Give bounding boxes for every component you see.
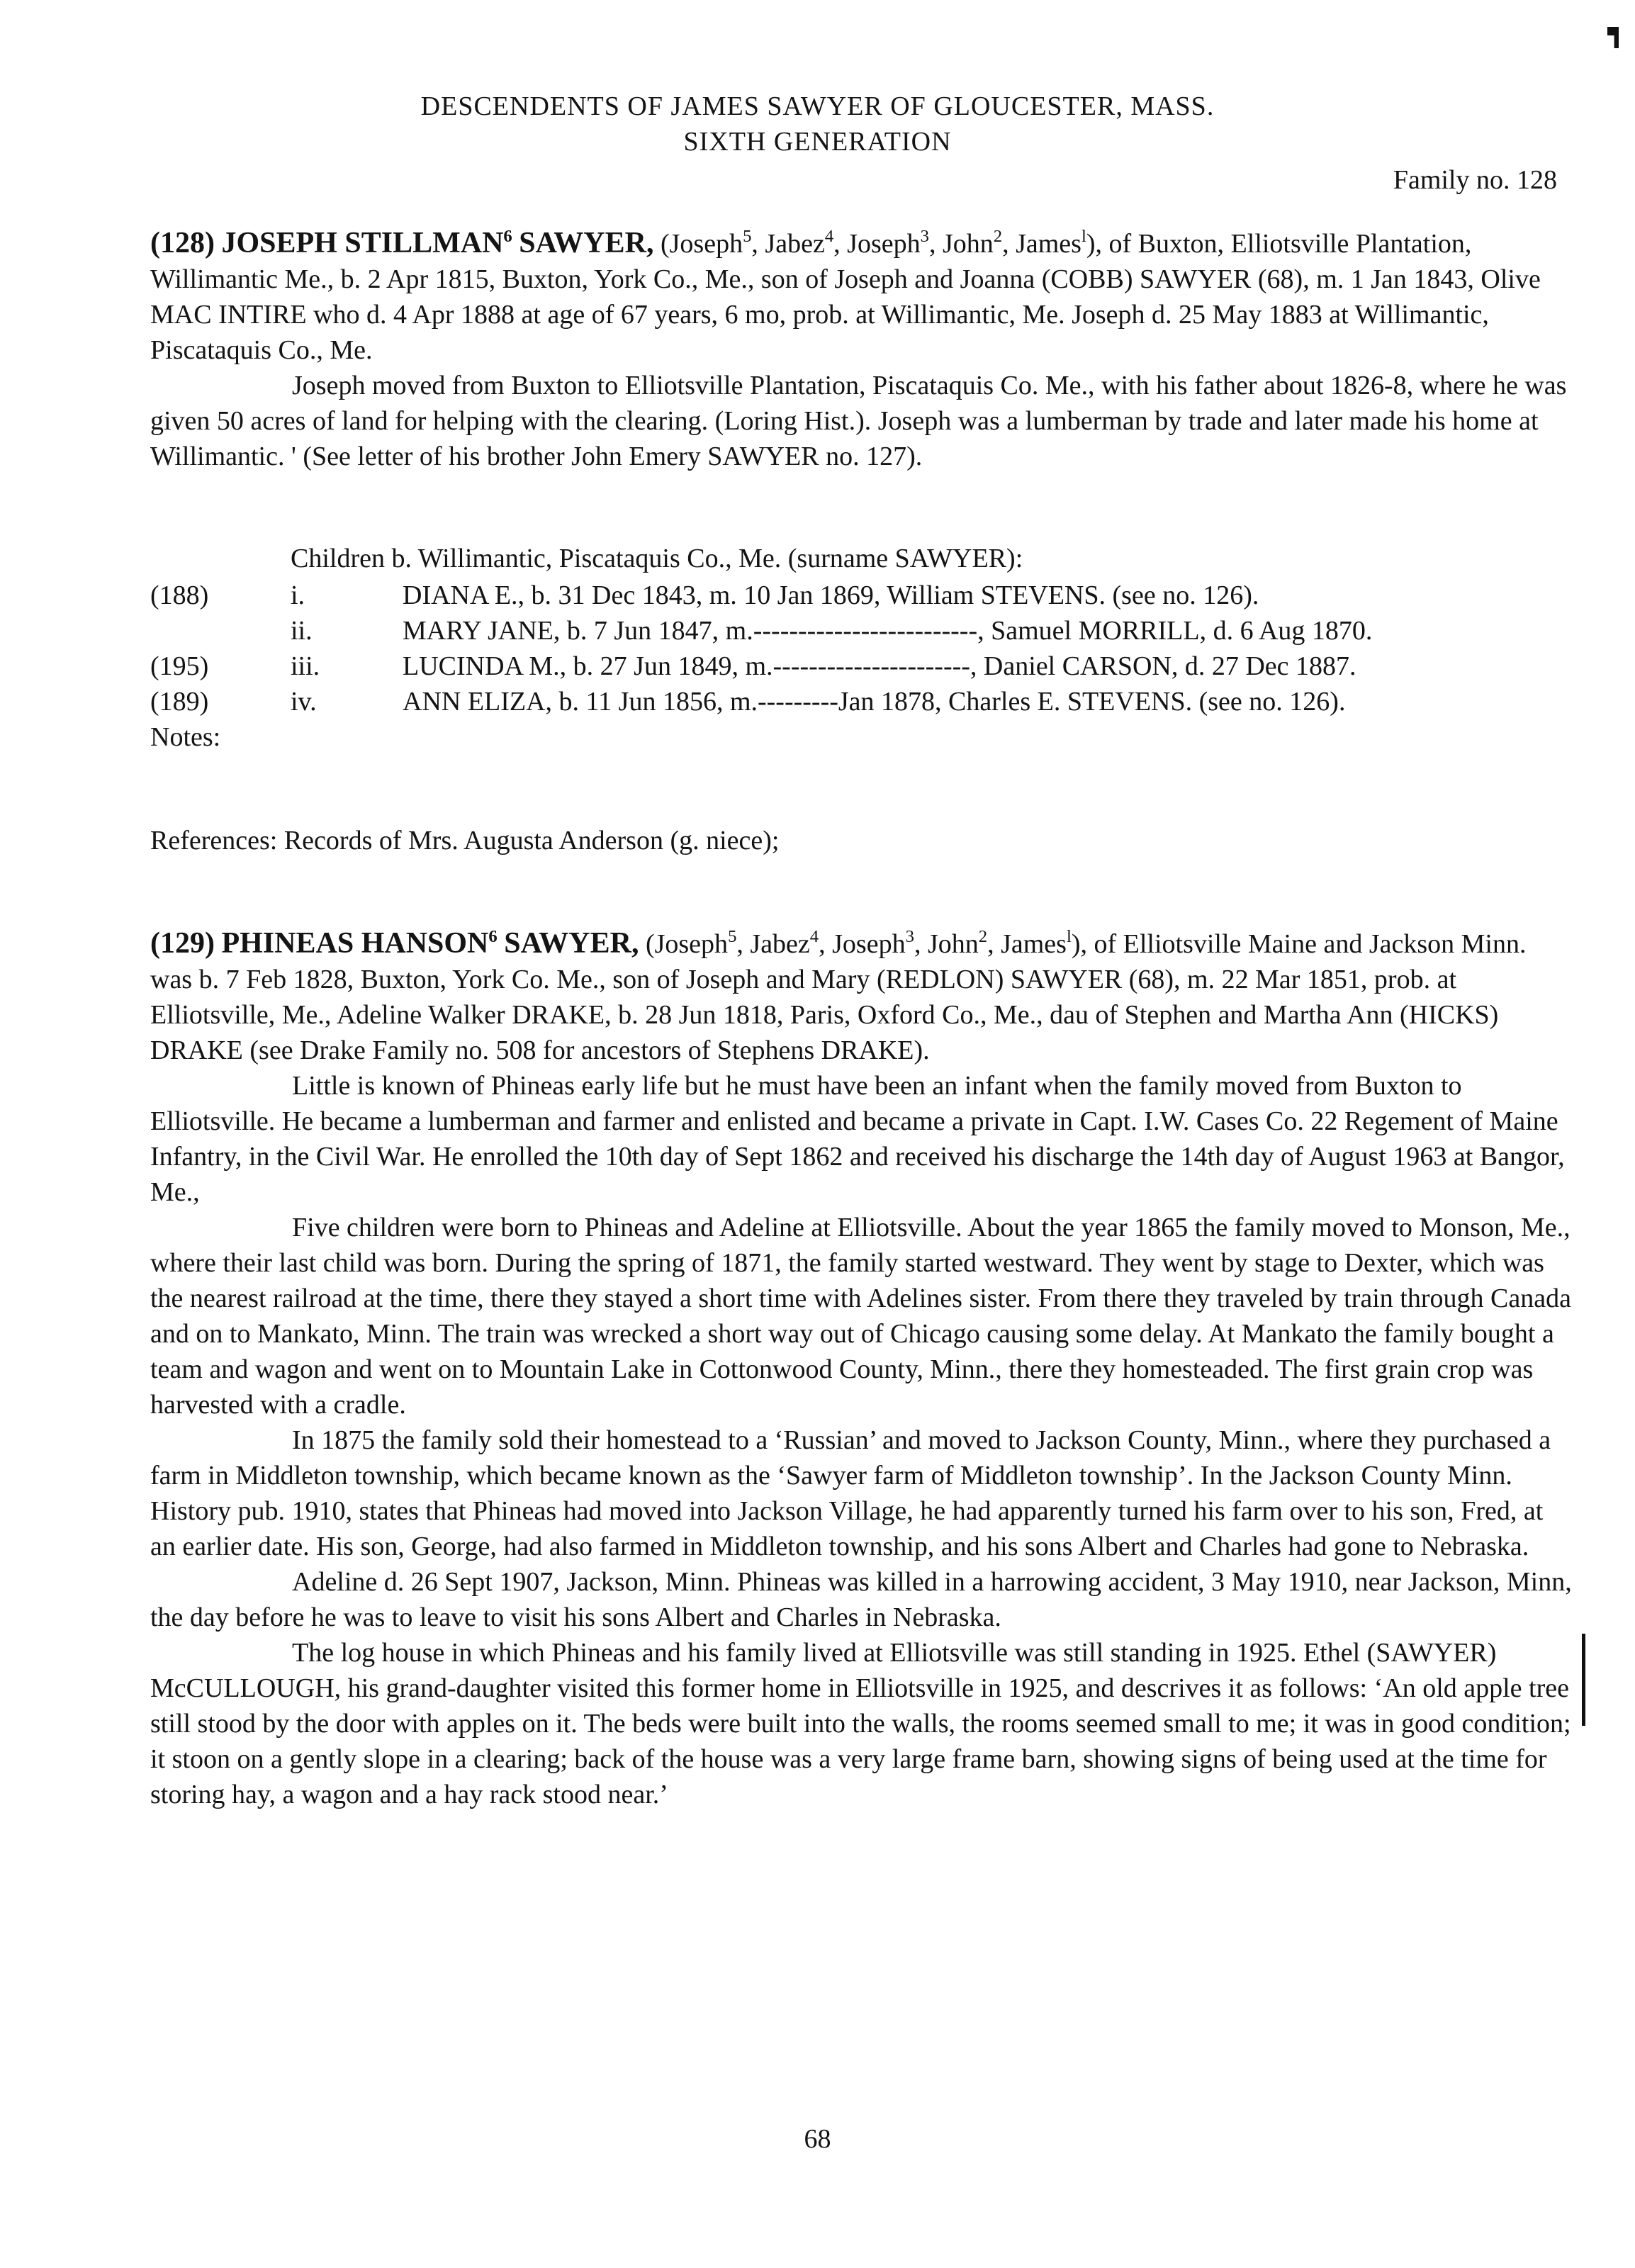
header-title: DESCENDENTS OF JAMES SAWYER OF GLOUCESTER, MASS.: [420, 91, 1215, 121]
children-heading: Children b. Willimantic, Piscataquis Co., Me. (surname SAWYER):: [291, 544, 1023, 573]
entry-128-lineage: (Joseph$^5$, Jabez$^4$, Joseph$^3$, John$^2$, James$^l$), of Buxton,: [660, 227, 1225, 259]
entry-128-surname: SAWYER,: [519, 227, 654, 259]
entry-129-name: PHINEAS HANSON: [221, 927, 489, 960]
scan-edge-bar: [1582, 1634, 1585, 1726]
notes-label: Notes:: [150, 722, 221, 752]
entry-128-text: Elliotsville Plantation, Willimantic Me., b. 2 Apr 1815, Buxton, York Co., Me., son of Joseph and Joanna (COBB) SAWYER (68), m. 1 Jan 1843, Olive MAC INTIRE who d. 4 Apr 1888 at age of 67 years, 6 mo, prob. at Willimantic, Me. Joseph d. 25 May 1883 at Willimantic, Piscataquis Co., Me.: [150, 229, 1541, 365]
entry-129-paragraph: In 1875 the family sold their homestead to a ‘Russian’ and moved to Jackson County, Minn., where they purchased a farm in Middleton township, which became known as the ‘Sawyer farm of Middleton township’. In the Jackson County Minn. History pub. 1910, states that Phineas had moved into Jackson Village, he had apparently turned his farm over to his son, Fred, at an earlier date. His son, George, had also farmed in Middleton township, and his sons Albert and Charles had gone to Nebraska.: [150, 1425, 1551, 1561]
entry-129-head: [150, 926, 1575, 1068]
child-index: iv.: [291, 687, 317, 717]
child-index: iii.: [291, 651, 320, 681]
scan-corner-mark: [1607, 27, 1619, 48]
entry-129-gen: 6: [488, 927, 498, 947]
child-index: i.: [291, 580, 305, 610]
header-subtitle: SIXTH GENERATION: [683, 127, 952, 157]
entry-129-paragraph: The log house in which Phineas and his family lived at Elliotsville was still standing in 1925. Ethel (SAWYER) McCULLOUGH, his grand-daughter visited this former home in Elliotsville in 1925, and descrives it as follows: ‘An old apple tree still stood by the door with apples on it. The beds were built into the walls, the rooms seemed small to me; it was in good condition; it stoon on a gently slope in a clearing; back of the house was a very large frame barn, showing signs of being used at the time for storing hay, a wagon and a hay rack stood near.’: [150, 1638, 1571, 1809]
entry-128-name: JOSEPH STILLMAN: [221, 227, 504, 259]
entry-128-gen: 6: [503, 227, 512, 247]
entry-128-paragraph: Joseph moved from Buxton to Elliotsville Plantation, Piscataquis Co. Me., with his father about 1826-8, where he was given 50 acres of land for helping with the clearing. (Loring Hist.). Joseph was a lumberman by trade and later made his home at Willimantic. ' (See letter of his brother John Emery SAWYER no. 127).: [150, 371, 1567, 471]
references: References: Records of Mrs. Augusta Anderson (g. niece);: [150, 826, 780, 855]
entry-129-id: (129): [150, 927, 215, 960]
child-index: ii.: [291, 616, 313, 646]
entry-128-id: (128): [150, 227, 215, 259]
entry-129-lineage: (Joseph$^5$, Jabez$^4$, Joseph$^3$, John$^2$, James$^l$), of Elliotsville: [645, 927, 1242, 959]
entry-128: [150, 225, 1575, 474]
child-text: LUCINDA M., b. 27 Jun 1849, m.----------------------, Daniel CARSON, d. 27 Dec 1887.: [403, 651, 1356, 681]
child-text: MARY JANE, b. 7 Jun 1847, m.-------------------------, Samuel MORRILL, d. 6 Aug 1870.: [403, 616, 1373, 646]
entry-129: [150, 926, 1575, 1812]
child-ref-number: (188): [150, 580, 209, 610]
child-ref-number: (189): [150, 687, 209, 717]
entry-129-paragraph: Adeline d. 26 Sept 1907, Jackson, Minn. Phineas was killed in a harrowing accident, 3 May 1910, near Jackson, Minn, the day before he was to leave to visit his sons Albert and Charles in Nebraska.: [150, 1567, 1572, 1632]
entry-129-paragraph: Little is known of Phineas early life but he must have been an infant when the family moved from Buxton to Elliotsville. He became a lumberman and farmer and enlisted and became a private in Capt. I.W. Cases Co. 22 Regement of Maine Infantry, in the Civil War. He enrolled the 10th day of Sept 1862 and received his discharge the 14th day of August 1963 at Bangor, Me.,: [150, 1071, 1565, 1207]
child-text: DIANA E., b. 31 Dec 1843, m. 10 Jan 1869, William STEVENS. (see no. 126).: [403, 580, 1259, 610]
entry-129-paragraph: Five children were born to Phineas and Adeline at Elliotsville. About the year 1865 the family moved to Monson, Me., where their last child was born. During the spring of 1871, the family started westward. They went by stage to Dexter, which was the nearest railroad at the time, there they stayed a short time with Adelines sister. From there they traveled by train through Canada and on to Mankato, Minn. The train was wrecked a short way out of Chicago causing some delay. At Mankato the family bought a team and wagon and went on to Mountain Lake in Cottonwood County, Minn., there they homesteaded. The first grain crop was harvested with a cradle.: [150, 1213, 1571, 1420]
entry-128-head: [150, 225, 1575, 368]
family-number: Family no. 128: [1393, 165, 1557, 195]
entry-129-surname: SAWYER,: [504, 927, 639, 960]
child-ref-number: (195): [150, 651, 209, 681]
entry-129-text: Maine and Jackson Minn. was b. 7 Feb 1828, Buxton, York Co. Me., son of Joseph and Mary (REDLON) SAWYER (68), m. 22 Mar 1851, prob. at Elliotsville, Me., Adeline Walker DRAKE, b. 28 Jun 1818, Paris, Oxford Co., Me., dau of Stephen and Martha Ann (HICKS) DRAKE (see Drake Family no. 508 for ancestors of Stephens DRAKE).: [150, 929, 1527, 1065]
child-text: ANN ELIZA, b. 11 Jun 1856, m.---------Jan 1878, Charles E. STEVENS. (see no. 126).: [403, 687, 1346, 717]
page-number: 68: [804, 2124, 831, 2154]
